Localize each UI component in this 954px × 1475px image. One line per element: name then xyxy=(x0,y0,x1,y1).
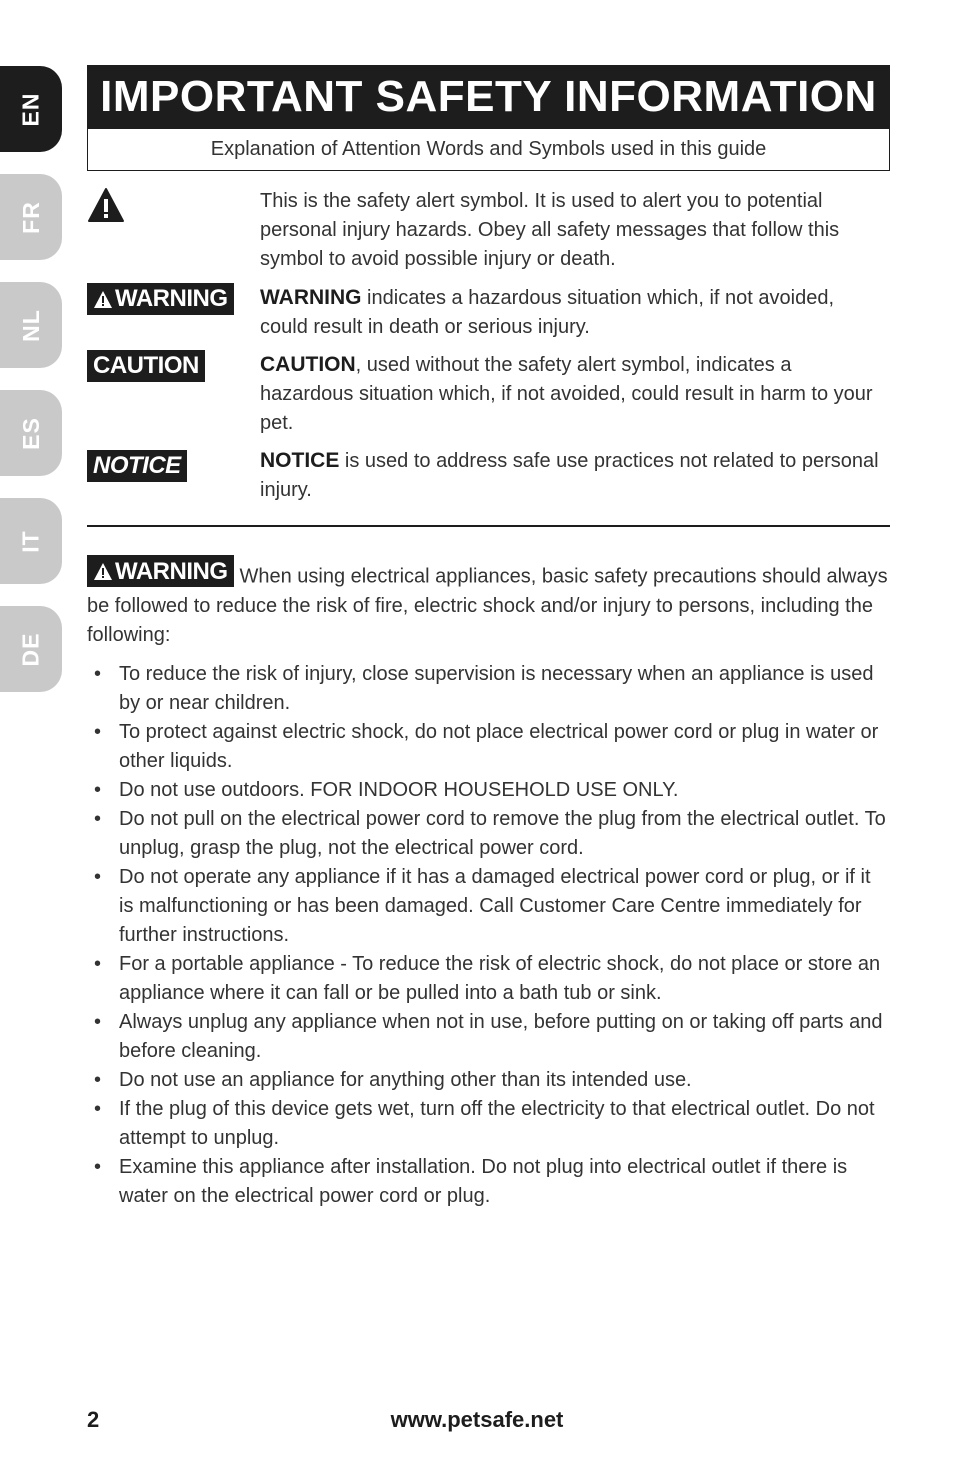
warning-intro xyxy=(87,555,890,650)
bullet: • xyxy=(94,953,102,975)
safety-precautions-list xyxy=(87,660,890,1211)
list-item-text: Do not use an appliance for anything other than its intended use. xyxy=(119,1069,692,1091)
tab-label: IT xyxy=(17,529,44,553)
caution-badge-label: CAUTION xyxy=(93,352,199,379)
warning-alert-icon xyxy=(93,562,113,581)
warning-text: indicates a hazardous situation which, if not avoided, could result in death or serious injury. xyxy=(260,287,835,338)
warning-intro-text: When using electrical appliances, basic safety precautions should always be followed to reduce the risk of fire, electric shock and/or injury to persons, including the following: xyxy=(87,565,888,646)
list-item xyxy=(87,1066,890,1095)
list-item-text: Always unplug any appliance when not in use, before putting on or taking off parts and before cleaning. xyxy=(119,1011,883,1062)
list-item-text: If the plug of this device gets wet, turn off the electricity to that electrical outlet. Do not attempt to unplug. xyxy=(119,1098,875,1149)
bullet: • xyxy=(94,1156,102,1178)
list-item-text: Do not use outdoors. FOR INDOOR HOUSEHOLD USE ONLY. xyxy=(119,779,679,801)
warning-alert-icon xyxy=(93,290,113,309)
notice-text: is used to address safe use practices not related to personal injury. xyxy=(260,450,879,501)
tab-label: ES xyxy=(17,416,44,450)
list-item-text: Examine this appliance after installation. Do not plug into electrical outlet if there is water on the electrical power cord or plug. xyxy=(119,1156,848,1207)
list-item xyxy=(87,1153,890,1211)
section-divider xyxy=(87,525,890,527)
bullet: • xyxy=(94,1011,102,1033)
list-item-text: Do not pull on the electrical power cord to remove the plug from the electrical outlet. To unplug, grasp the plug, not the electrical power cord. xyxy=(119,808,886,859)
tab-label: DE xyxy=(17,632,44,666)
tab-label: FR xyxy=(17,200,44,234)
warning-badge xyxy=(87,283,234,315)
bullet: • xyxy=(94,866,102,888)
tab-it[interactable] xyxy=(0,498,62,584)
warning-badge-label: WARNING xyxy=(115,285,228,312)
alert-description: This is the safety alert symbol. It is used to alert you to potential personal injury hazards. Obey all safety messages that follow this symbol to avoid possible injury or death. xyxy=(260,190,840,270)
caution-description xyxy=(260,350,880,438)
list-item xyxy=(87,718,890,776)
caution-badge xyxy=(87,350,205,382)
tab-label: EN xyxy=(17,92,44,126)
warning-section-badge xyxy=(87,555,234,587)
tab-label: NL xyxy=(17,308,44,342)
safety-alert-icon xyxy=(87,187,125,228)
bullet: • xyxy=(94,663,102,685)
list-item xyxy=(87,1095,890,1153)
warning-section-badge-label: WARNING xyxy=(115,557,228,585)
tab-de[interactable] xyxy=(0,606,62,692)
caution-term: CAUTION xyxy=(260,353,356,376)
tab-fr[interactable] xyxy=(0,174,62,260)
page-number: 2 xyxy=(87,1407,100,1432)
list-item xyxy=(87,863,890,950)
bullet: • xyxy=(94,721,102,743)
list-item xyxy=(87,950,890,1008)
list-item-text: To reduce the risk of injury, close supervision is necessary when an appliance is used by or near children. xyxy=(119,663,874,714)
warning-description xyxy=(260,283,880,342)
notice-badge-label: NOTICE xyxy=(93,452,181,479)
list-item xyxy=(87,776,890,805)
notice-badge xyxy=(87,450,187,482)
caution-text: , used without the safety alert symbol, indicates a hazardous situation which, if not avoided, could result in harm to your pet. xyxy=(260,354,873,434)
warning-term: WARNING xyxy=(260,286,362,309)
list-item xyxy=(87,1008,890,1066)
bullet: • xyxy=(94,779,102,801)
list-item-text: For a portable appliance - To reduce the risk of electric shock, do not place or store an appliance where it can fall or be pulled into a bath tub or sink. xyxy=(119,953,881,1004)
list-item xyxy=(87,660,890,718)
bullet: • xyxy=(94,808,102,830)
list-item xyxy=(87,805,890,863)
page-title: IMPORTANT SAFETY INFORMATION xyxy=(87,65,890,129)
footer-url[interactable]: www.petsafe.net xyxy=(390,1407,564,1432)
page-subtitle: Explanation of Attention Words and Symbols used in this guide xyxy=(87,129,890,171)
notice-term: NOTICE xyxy=(260,449,340,472)
tab-es[interactable] xyxy=(0,390,62,476)
bullet: • xyxy=(94,1098,102,1120)
notice-description xyxy=(260,446,880,505)
list-item-text: Do not operate any appliance if it has a damaged electrical power cord or plug, or if it is malfunctioning or has been damaged. Call Customer Care Centre immediately for further instructions. xyxy=(119,866,871,946)
bullet: • xyxy=(94,1069,102,1091)
tab-en[interactable] xyxy=(0,66,62,152)
tab-nl[interactable] xyxy=(0,282,62,368)
list-item-text: To protect against electric shock, do not place electrical power cord or plug in water or other liquids. xyxy=(119,721,879,772)
